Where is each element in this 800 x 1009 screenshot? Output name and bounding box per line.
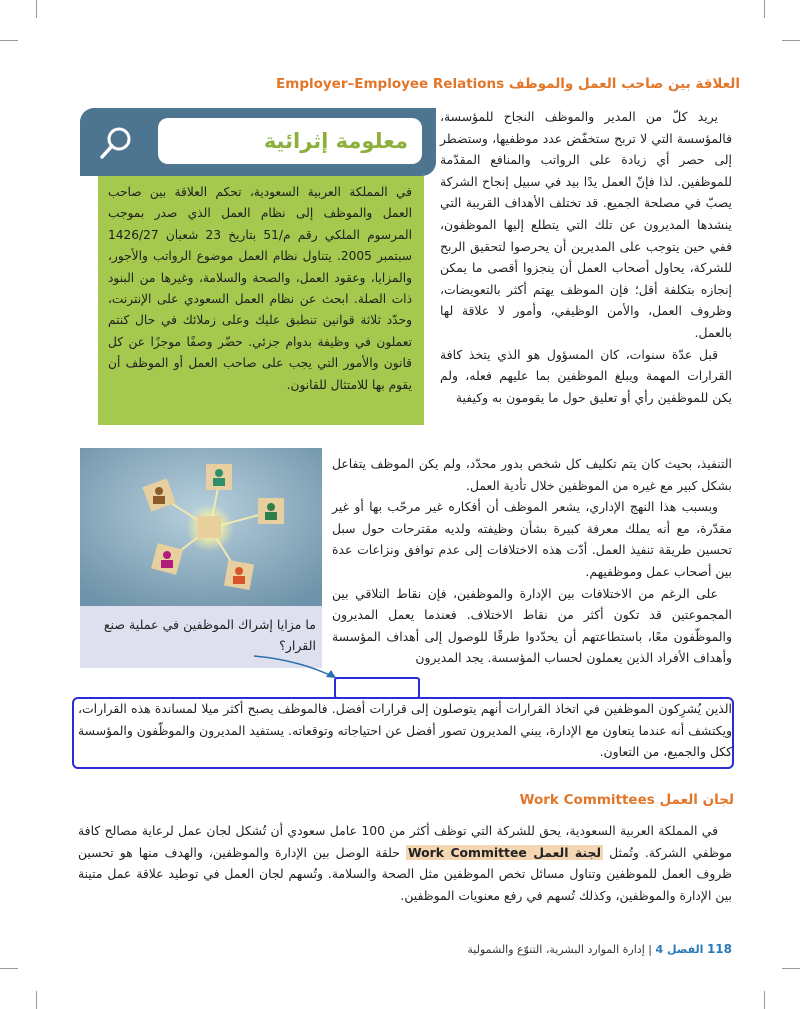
search-icon	[96, 124, 136, 164]
section1-continuation	[78, 698, 732, 763]
text-before-term: في المملكة العربية السعودية، يحق للشركة التي توظف أكثر من 100 عامل سعودي أن تُشكل لجان عمل لرعاية مصالح كافة موظفي الشركة. وتُمثل	[78, 823, 732, 860]
crop-mark-right-bottom	[782, 968, 800, 969]
section1-wide-text	[332, 453, 732, 669]
paragraph: الذين يُشرِكون الموظفين في اتخاذ القرارات أنهم يتوصلون إلى قرارات أفضل. فالموظف يصبح أكثر ميلا لمساندة هذه القرارات، ويكتشف أنه عندما يتعاون مع الإدارة، يبني المديرون تصور أفضل عن احتياجاته وتوقعاته. يستفيد المديرون والموظّفون والمؤسسة ككل والجميع، من التعاون.	[78, 701, 732, 760]
crop-mark-top-right	[764, 0, 765, 18]
crop-mark-left-bottom	[0, 968, 18, 969]
page-number: 118	[706, 942, 732, 956]
key-term-work-committee: لجنة العمل Work Committee	[407, 844, 602, 860]
paragraph: على الرغم من الاختلافات بين الإدارة والموظفين، فإن نقاط التلاقي بين المجموعتين قد تكون أكثر من نقاط الاختلاف. فعندما يعمل المديرون والموظّفون معًا، باستطاعتهم أن يحدّدوا طرقًا للوصول إلى أهداف المؤسسة وأهداف الأفراد الذين يعملون لحساب المؤسسة. يجد المديرون	[332, 585, 732, 666]
text-after-term: حلقة الوصل بين الإدارة والموظفين، والهدف منها هو تحسين ظروف العمل للموظفين وتناول مسائل تخص الموظفين مثل الصحة والسلامة. وتُسهم لجان العمل في توطيد علاقة عمل متينة بين الإدارة والموظفين، وكذلك تُسهم في رفع معنويات الموظفين.	[78, 844, 732, 903]
crop-mark-bottom-right	[764, 991, 765, 1009]
paragraph: قبل عدّة سنوات، كان المسؤول هو الذي يتخذ كافة القرارات المهمة ويبلغ الموظفين بما عليهم فعله، ولم يكن للموظفين رأي أو تعليق حول ما يقومون به وكيفية	[440, 346, 732, 405]
photo-caption: ما مزايا إشراك الموظفين في عملية صنع القرار؟	[103, 617, 316, 653]
paragraph: وبسبب هذا النهج الإداري، يشعر الموظف أن أفكاره غير مرحّب بها أو غير مقدّرة، مع أنه يملك معرفة كبيرة بشأن وظيفته ولديه مقترحات حول سبل تحسين طريقة تنفيذ العمل. أدّت هذه الاختلافات إلى عدم توافق ونزاعات عدة بين أصحاب عمل وموظفيهم.	[332, 499, 732, 579]
section-heading-employer-employee: العلاقة بين صاحب العمل والموظف Employer–Employee Relations	[276, 76, 740, 92]
book-title: إدارة الموارد البشرية، التنوّع والشمولية	[467, 943, 645, 956]
chapter-label: الفصل 4	[655, 943, 704, 956]
highlight-box-small	[334, 677, 420, 699]
infobox-body: في المملكة العربية السعودية، تحكم العلاقة بين صاحب العمل والموظف إلى نظام العمل الذي صدر بموجب المرسوم الملكي رقم م/51 بتاريخ 23 شعبان 1426/27 سبتمبر 2005. يتناول نظام العمل موضوع الرواتب والأجور، والمزايا، وعقود العمل، والصحة والسلامة، وغيرها من البنود ذات الصلة. ابحث عن نظام العمل السعودي على الإنترنت، وحدّد ثلاثة قوانين تنطبق عليك وعلى زملائك في حال كنتم تعملون في وظيفة بدوام جزئي. حضّر وصفًا موجزًا عن كل قانون والأمور التي يجب على صاحب العمل أو الموظف أن يقوم بها للامتثال للقانون.	[98, 176, 424, 425]
footer-separator: |	[648, 943, 652, 956]
section2-text	[78, 820, 732, 906]
crop-mark-top-left	[36, 0, 37, 18]
section-heading-work-committees: لجان العمل Work Committees	[519, 792, 734, 808]
crop-mark-bottom-left	[36, 991, 37, 1009]
paragraph: التنفيذ، بحيث كان يتم تكليف كل شخص بدور محدّد، ولم يكن الموظف يتفاعل بشكل كبير مع غيره من الموظفين خلال تأدية العمل.	[332, 456, 732, 493]
crop-mark-left-top	[0, 40, 18, 41]
crop-mark-right-top	[782, 40, 800, 41]
paragraph	[78, 820, 732, 906]
network-illustration	[80, 448, 322, 606]
paragraph: يريد كلّ من المدير والموظف النجاح للمؤسسة، فالمؤسسة التي لا تربح ستخفّض عدد موظفيها، وستضطر إلى حصر أي زيادة على الرواتب والمنافع المقدّمة للموظفين. لذا فإنّ العمل يدًا بيد في سبيل إنجاح الشركة يصبّ في مصلحة الجميع. قد تختلف الأهداف القريبة التي ينشدها المديرون عن تلك التي يتطلع إليها الموظفون، ففي حين يتوجب على المديرين أن يحرصوا لتحقيق الربح للشركة، يحاول أصحاب العمل أن ينجزوا أقصى ما يمكن إنجازه بتكلفة أقل؛ فإن الموظف يهتم أكثر بالتعويضات، وظروف العمل، والأمن الوظيفي، وأمور لا علاقة لها بالعمل.	[440, 109, 732, 340]
network-people-photo	[80, 448, 322, 606]
page-footer	[420, 942, 732, 956]
infobox-title: معلومة إثرائية	[263, 129, 408, 153]
section1-column-text	[440, 106, 732, 408]
